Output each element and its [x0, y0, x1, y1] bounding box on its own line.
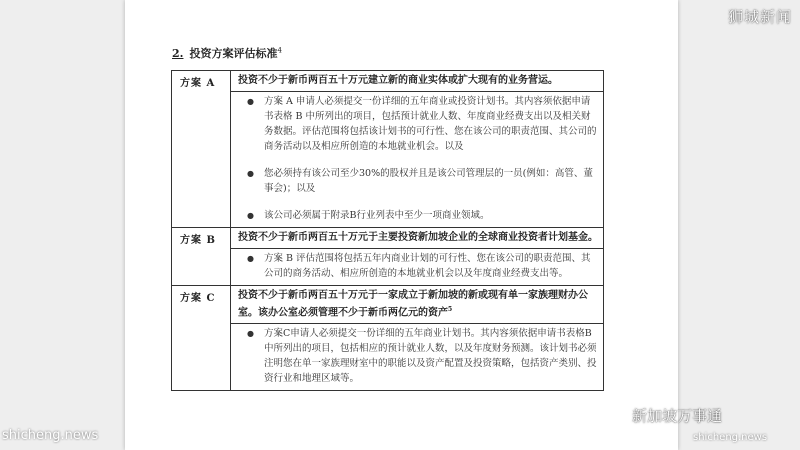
plan-bullets	[231, 249, 603, 285]
bullet-icon: ●	[247, 97, 254, 106]
plan-header: 投资不少于新币两百五十万元于主要投资新加坡企业的全球商业投资者计划基金。	[231, 228, 603, 249]
plan-row-b	[171, 227, 604, 285]
plan-bullets	[231, 92, 603, 227]
watermark-top-right: 狮城新闻	[727, 8, 792, 26]
bullet-icon: ●	[247, 169, 254, 178]
list-item	[247, 326, 597, 386]
bullet-icon: ●	[247, 254, 254, 263]
plan-header-text: 投资不少于新币两百五十万元于一家成立于新加坡的新或现有单一家族理财办公室。该办公室必须管理不少于新币两亿元的资产	[238, 290, 588, 319]
document-page	[125, 0, 678, 450]
watermark-bottom-right: shicheng.news	[693, 432, 768, 443]
wechat-watermark	[612, 405, 722, 426]
bullet-text: 该公司必须属于附录B行业列表中至少一项商业领域。	[264, 210, 490, 221]
section-heading	[172, 45, 282, 61]
plan-content	[231, 228, 603, 285]
plan-header: 投资不少于新币两百五十万元建立新的商业实体或扩大现有的业务营运。	[231, 71, 603, 92]
plan-row-c	[171, 285, 604, 391]
plan-content	[231, 71, 603, 227]
plans-table	[171, 70, 604, 391]
plan-header	[231, 286, 603, 324]
list-item	[247, 208, 597, 223]
bullet-text: 方案 A 申请人必须提交一份详细的五年商业或投资计划书。其内容须依据申请书表格 B 中所列出的项目，包括预计就业人数、年度商业经费支出以及相关财务数据。评估范围将包括该计划书的可行性、您在该公司的职责范围、其公司的商务活动以及相应所创造的本地就业机会。以及	[264, 96, 597, 152]
list-item	[247, 94, 597, 154]
bullet-icon: ●	[247, 211, 254, 220]
plan-row-a	[171, 70, 604, 227]
watermark-bottom-left: shicheng.news	[2, 428, 99, 443]
bullet-text: 您必须持有该公司至少30%的股权并且是该公司管理层的一员(例如：高管、董事会)；以及	[264, 168, 593, 194]
plan-label: 方案 A	[172, 71, 231, 227]
bullet-text: 方案C申请人必须提交一份详细的五年商业计划书。其内容须依据申请书表格B中所列出的项目，包括相应的预计就业人数，以及年度财务预测。该计划书必须注明您在单一家族理财室中的职能以及资产配置及投资策略，包括资产类别、投资行业和地理区域等。	[264, 328, 597, 385]
list-item	[247, 251, 597, 281]
plan-bullets	[231, 324, 603, 390]
list-item	[247, 166, 597, 196]
wechat-account-name: 新加坡万事通	[632, 407, 723, 425]
bullet-icon: ●	[247, 329, 254, 339]
heading-text: 投资方案评估标准	[189, 47, 278, 60]
plan-label: 方案 B	[172, 228, 231, 285]
heading-footnote: 4	[277, 46, 282, 55]
bullet-text: 方案 B 评估范围将包括五年内商业计划的可行性、您在该公司的职责范围、其公司的商务活动、相应所创造的本地就业机会以及年度商业经费支出等。	[264, 253, 591, 279]
plan-content	[231, 286, 603, 390]
wechat-icon	[612, 409, 628, 423]
plan-label: 方案 C	[172, 286, 231, 390]
plan-header-footnote: 5	[448, 306, 453, 313]
heading-number: 2.	[172, 47, 184, 60]
